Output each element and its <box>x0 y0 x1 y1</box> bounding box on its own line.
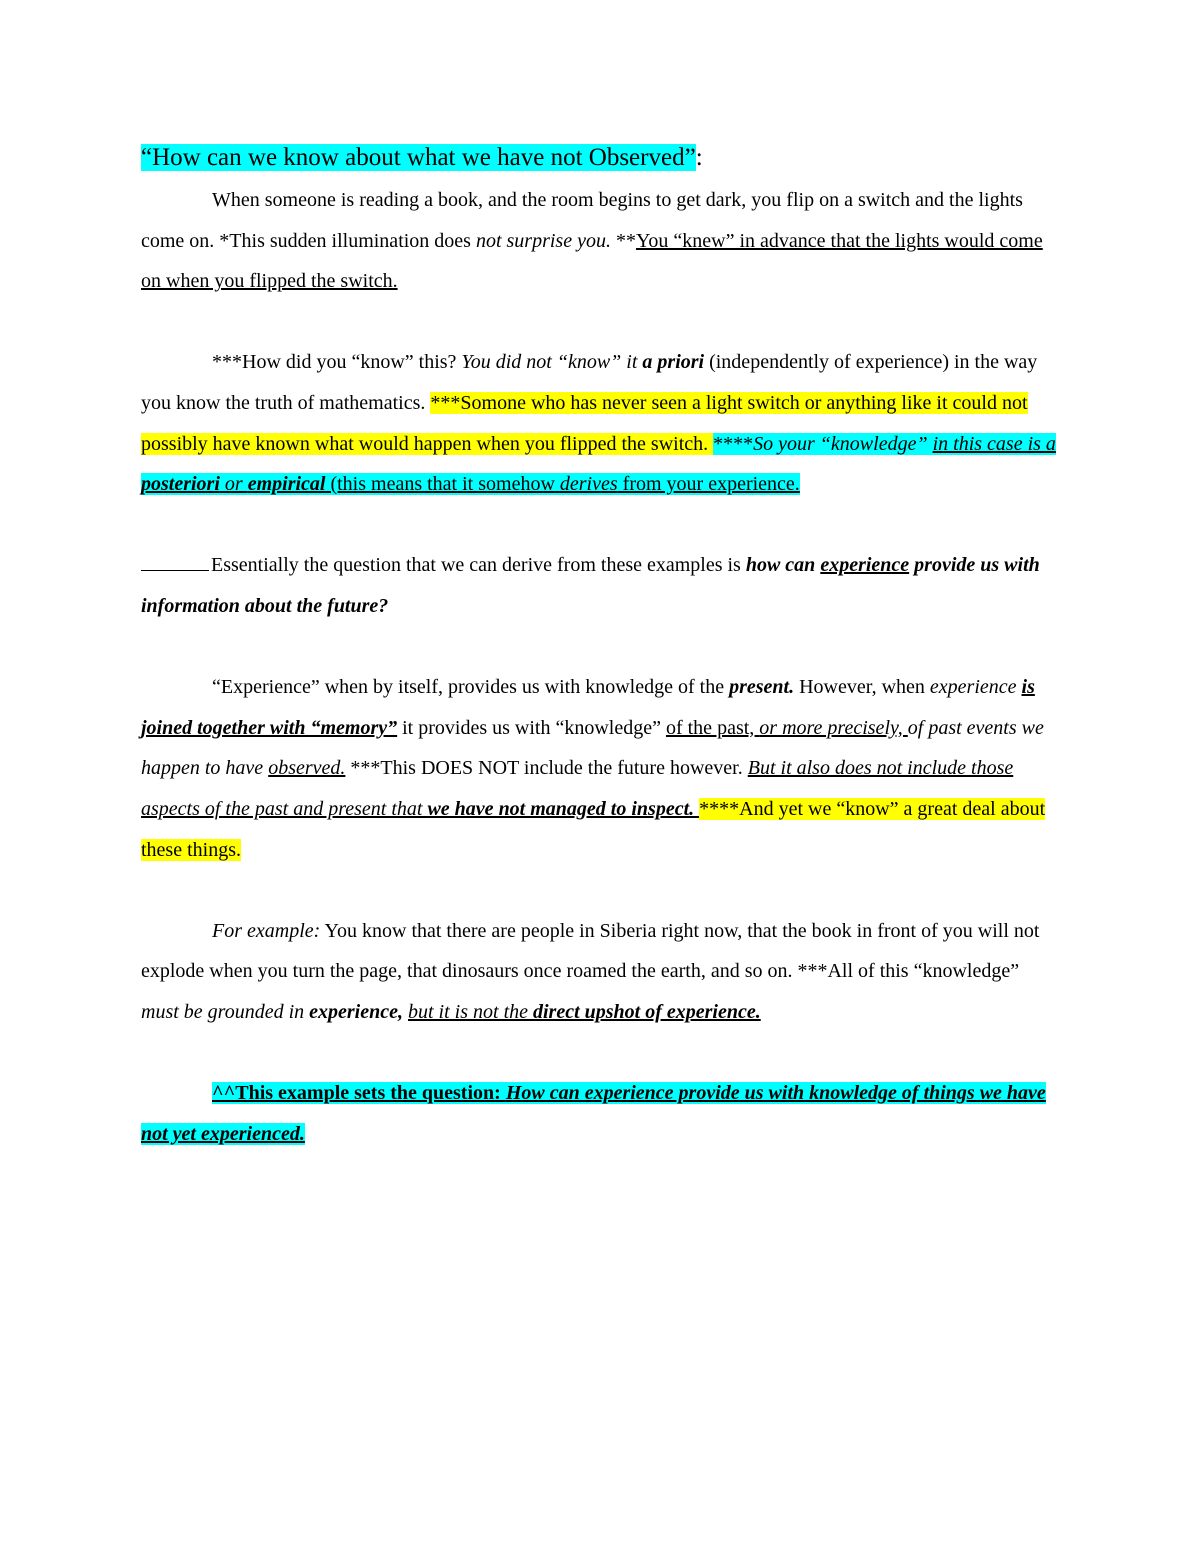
paragraph-light-switch <box>141 180 1056 302</box>
p4-present: present. <box>729 676 795 699</box>
p6-question: How can experience provide us with knowledge of things we have not yet experienced. <box>141 1082 1046 1145</box>
paragraph-question <box>141 545 1056 626</box>
p5-experience: experience, <box>309 1000 403 1023</box>
p3-experience: experience <box>820 554 910 577</box>
paragraph-for-example <box>141 911 1056 1033</box>
p2-empirical: empirical <box>247 473 326 496</box>
p4-text-3: it provides us with “knowledge” <box>397 716 666 739</box>
heading-colon: : <box>695 144 703 171</box>
p2-a-priori: a priori <box>642 351 705 374</box>
p4-not-inspected: we have not managed to inspect. <box>427 797 700 820</box>
paragraph-a-priori <box>141 342 1056 504</box>
p2-italic-knowledge: So your “knowledge” <box>753 432 933 455</box>
p5-grounded: must be grounded in <box>141 1000 310 1023</box>
p2-or: or <box>219 473 248 496</box>
p2-text-2: (independently of experience) in the way you know the truth of mathematics. <box>141 351 1038 414</box>
p4-of-the-past: of the past, <box>665 716 760 739</box>
paragraph-gap <box>141 505 1056 546</box>
p5-text-1: You know that there are people in Siberia right now, that the book in front of you will not explode when you turn the page, that dinosaurs once roamed the earth, and so on. ***All of this “knowledge” <box>141 919 1040 983</box>
p3-text-1: Essentially the question that we can derive from these examples is <box>211 554 746 577</box>
p4-experience: experience <box>929 676 1017 699</box>
p4-text-1: “Experience” when by itself, provides us with knowledge of the <box>212 676 730 699</box>
p4-aspects: But it also does not include those aspects of the past and present that <box>141 757 1014 820</box>
heading-text: “How can we know about what we have not Observed” <box>141 144 696 171</box>
p2-italic-text: You did not “know” it <box>461 351 643 374</box>
paragraph-experience-memory <box>141 667 1056 870</box>
paragraph-gap <box>141 627 1056 668</box>
p6-example-sets: ^^This example sets the question: <box>212 1082 506 1105</box>
p4-text-2: However, when <box>794 676 930 699</box>
p1-underlined-text: You “knew” in advance that the lights would come on when you flipped the switch. <box>141 229 1043 293</box>
p1-italic-text: not surprise you. <box>475 229 611 252</box>
p3-how-can: how can <box>745 554 821 577</box>
p5-direct-upshot: direct upshot of experience. <box>533 1000 761 1023</box>
p2-a-posteriori: posteriori <box>141 473 220 496</box>
p4-text-4: ***This DOES NOT include the future however. <box>345 757 748 780</box>
p4-more-precisely: or more precisely, <box>759 716 908 739</box>
paragraph-gap <box>141 870 1056 911</box>
p2-asterisks: **** <box>713 432 754 455</box>
p1-text-1: When someone is reading a book, and the room begins to get dark, you flip on a switch and the lights come on. *This sudden illumination does <box>141 189 1023 252</box>
document-body <box>141 136 1056 1154</box>
p5-for-example: For example: <box>212 919 321 942</box>
p2-yellow-highlight: ***Somone who has never seen a light switch or anything like it could not possibly have known what would happen when you flipped the switch. <box>141 391 1028 455</box>
p2-experience: from your experience. <box>617 473 800 496</box>
p1-text-2: ** <box>610 229 636 252</box>
p2-text-1: ***How did you “know” this? <box>212 351 462 374</box>
paragraph-gap <box>141 302 1056 343</box>
p4-observed: observed. <box>268 757 346 780</box>
p2-means: (this means that it somehow <box>325 473 560 496</box>
p4-yellow-highlight: ****And yet we “know” a great deal about these things. <box>141 797 1046 861</box>
p4-past-events: of past events we happen to have <box>141 716 1044 780</box>
p6-cyan-highlight <box>141 1082 1046 1145</box>
p2-derives: derives <box>559 473 618 496</box>
fill-in-blank-line <box>141 548 209 571</box>
p2-underlined-italic: in this case is a <box>932 432 1056 455</box>
p5-not-the: but it is not the <box>408 1000 533 1023</box>
p3-future-question: provide us with information about the future? <box>141 554 1040 617</box>
paragraph-gap <box>141 1032 1056 1073</box>
document-heading <box>141 136 1056 180</box>
paragraph-conclusion <box>141 1073 1056 1154</box>
p4-joined-memory: is joined together with “memory” <box>141 676 1035 739</box>
